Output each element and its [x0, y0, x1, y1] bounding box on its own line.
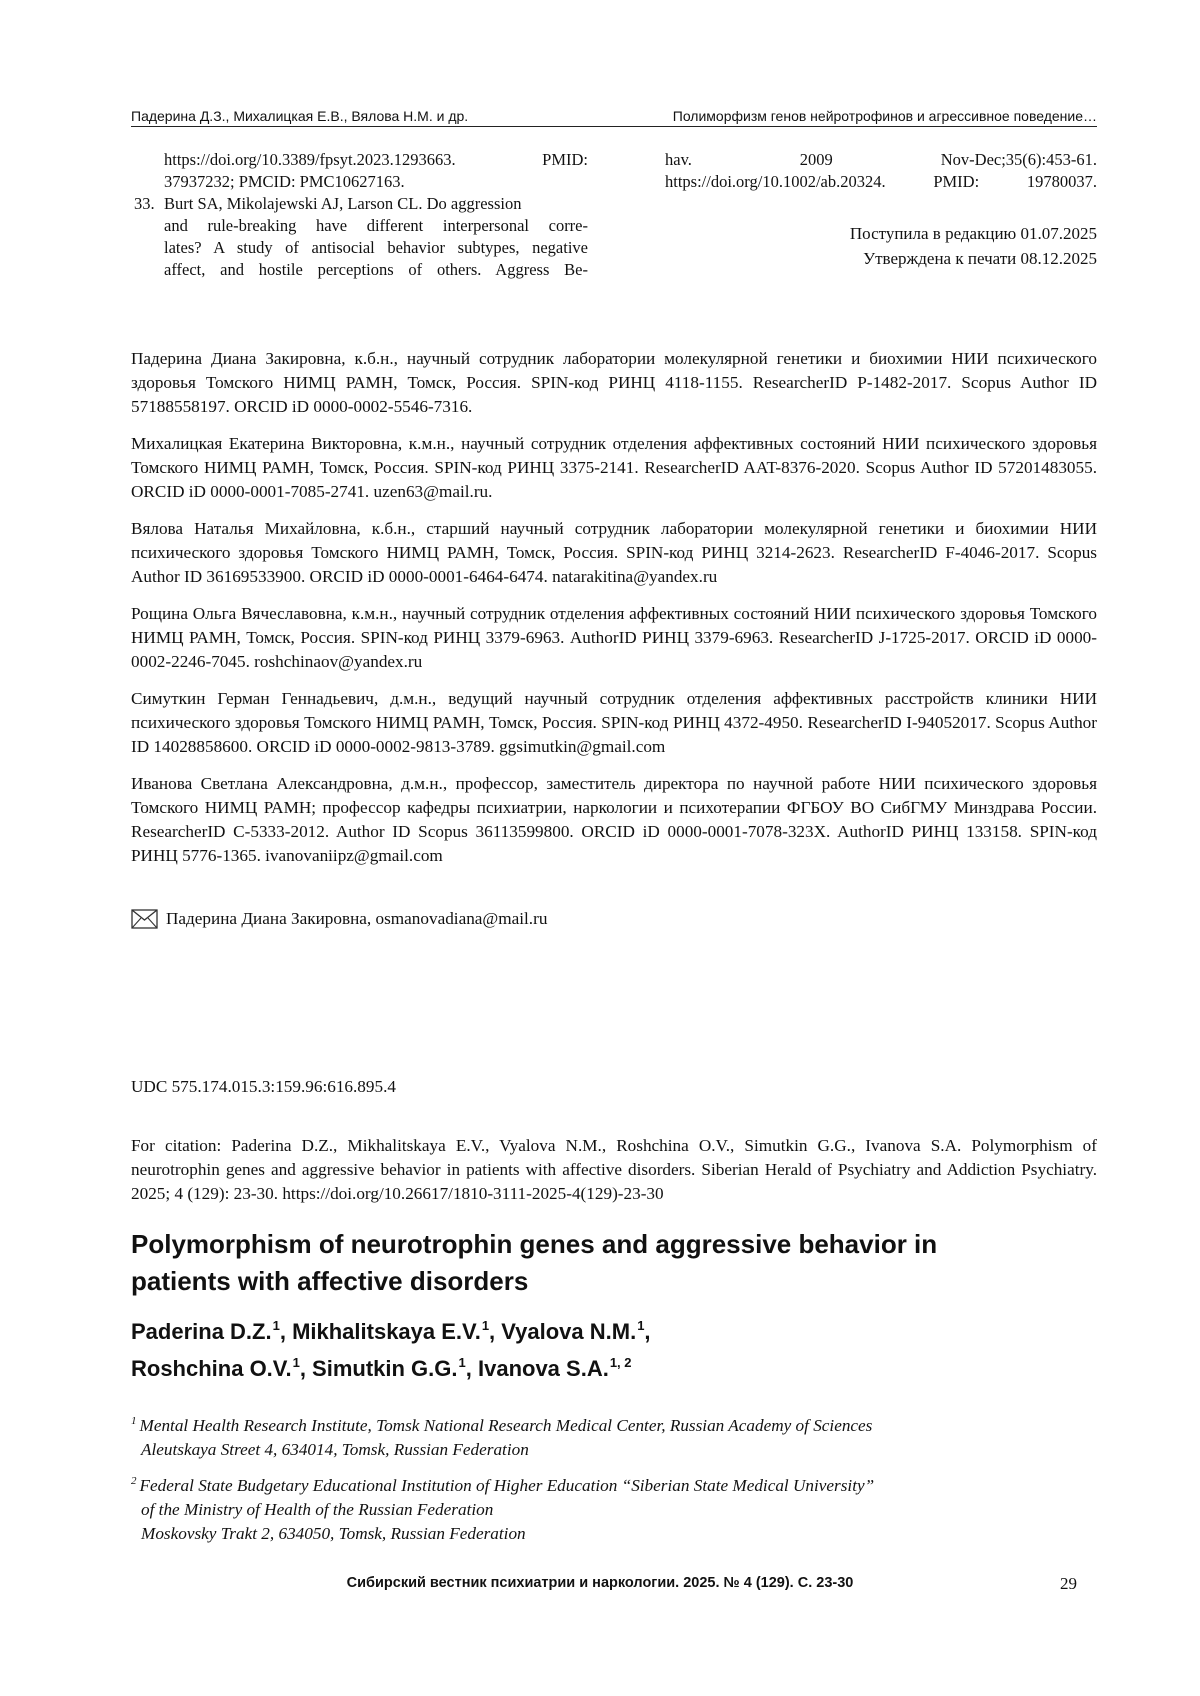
affiliation-2 — [131, 1469, 1031, 1546]
envelope-icon — [131, 909, 158, 929]
reference-33-line: Burt SA, Mikolajewski AJ, Larson CL. Do aggression — [164, 194, 522, 213]
affiliation-address: Moskovsky Trakt 2, 634050, Tomsk, Russian Federation — [141, 1524, 526, 1543]
author-info: Падерина Диана Закировна, к.б.н., научный сотрудник лаборатории молекулярной генетики и биохимии НИИ психического здоровья Томского НИМЦ РАМН, Томск, Россия. SPIN-код РИНЦ 4118-1155. ResearcherID P-1482-2017. Scopus Author ID 57188558197. ORCID iD 0000-0002-5546-7316. — [131, 349, 1097, 416]
reference-32-line: 37937232; PMCID: PMC10627163. — [164, 172, 405, 191]
affiliation-line: Federal State Budgetary Educational Institution of Higher Education “Siberian State Medical University” — [139, 1476, 875, 1495]
correspondence-text: Падерина Диана Закировна, osmanovadiana@mail.ru — [166, 909, 548, 928]
udc-code: UDC 575.174.015.3:159.96:616.895.4 — [131, 1077, 396, 1096]
affiliation-line: of the Ministry of Health of the Russian Federation — [141, 1500, 494, 1519]
affiliation-1 — [131, 1409, 1031, 1462]
affiliation-marker: 1 — [481, 1318, 490, 1333]
affiliation-marker: 1 — [458, 1355, 466, 1370]
author-info: Михалицкая Екатерина Викторовна, к.м.н., научный сотрудник отделения аффективных состояний НИИ психического здоровья Томского НИМЦ РАМН, Томск, Россия. SPIN-код РИНЦ 3375-2141. ResearcherID AAT-8376-2020. Scopus Author ID 57201483055. ORCID iD 0000-0001-7085-2741. uzen63@mail.ru. — [131, 434, 1097, 501]
author-name: Simutkin G.G. — [312, 1356, 458, 1381]
author-info: Иванова Светлана Александровна, д.м.н., профессор, заместитель директора по научной работе НИИ психического здоровья Томского НИМЦ РАМН; профессор кафедры психиатрии, наркологии и психотерапии ФГБОУ ВО СибГМУ Минздрава России. ResearcherID C-5333-2012. Author ID Scopus 36113599800. ORCID iD 0000-0001-7078-323X. AuthorID РИНЦ 133158. SPIN-код РИНЦ 5776-1365. ivanovaniipz@gmail.com — [131, 774, 1097, 865]
affiliation-marker: 1, 2 — [609, 1355, 632, 1370]
running-header-title: Полиморфизм генов нейротрофинов и агрессивное поведение… — [672, 108, 1097, 124]
author-name: Vyalova N.M. — [501, 1319, 637, 1344]
affiliation-marker: 1 — [272, 1318, 280, 1333]
references-left-column — [134, 149, 588, 281]
page-number: 29 — [1060, 1574, 1077, 1593]
citation: For citation: Paderina D.Z., Mikhalitskaya E.V., Vyalova N.M., Roshchina O.V., Simutkin G.G., Ivanova S.A. Polymorphism of neurotrophin genes and aggressive behavior in patients with affective disorders. Siberian Herald of Psychiatry and Addiction Psychiatry. 2025; 4 (129): 23-30. https://doi.org/10.26617/1810-3111-2025-4(129)-23-30 — [131, 1136, 1097, 1203]
author-info-block — [131, 347, 1097, 881]
author-info: Вялова Наталья Михайловна, к.б.н., старший научный сотрудник лаборатории молекулярной генетики и биохимии НИИ психического здоровья Томского НИМЦ РАМН, Томск, Россия. SPIN-код РИНЦ 3214-2623. ResearcherID F-4046-2017. Scopus Author ID 36169533900. ORCID iD 0000-0001-6464-6474. natarakitina@yandex.ru — [131, 519, 1097, 586]
reference-33-line: affect, and hostile perceptions of others. Aggress Be- — [164, 260, 588, 279]
submission-dates — [665, 221, 1097, 271]
affiliation-marker: 1 — [637, 1318, 645, 1333]
journal-footer: Сибирский вестник психиатрии и наркологии. 2025. № 4 (129). С. 23-30 — [346, 1575, 854, 1591]
correspondence — [131, 909, 547, 929]
reference-number: 33. — [134, 194, 155, 213]
english-authors-line-2: Roshchina O.V.$^1$, Simutkin G.G.$^1$, Ivanova S.A.$^{1, 2}$ — [131, 1355, 632, 1381]
english-authors-line-1: Paderina D.Z.$^1$, Mikhalitskaya E.V.$^1$, Vyalova N.M.$^1$, — [131, 1318, 651, 1344]
author-name: Ivanova S.A. — [477, 1356, 609, 1381]
reference-33-doi: https://doi.org/10.1002/ab.20324. PMID: 19780037. — [665, 172, 1097, 191]
author-name: Roshchina O.V. — [131, 1356, 292, 1381]
affiliation-number: 1 — [131, 1415, 137, 1427]
reference-33-line: lates? A study of antisocial behavior subtypes, negative — [164, 238, 588, 257]
received-date: Поступила в редакцию 01.07.2025 — [849, 224, 1097, 243]
accepted-date: Утверждена к печати 08.12.2025 — [863, 249, 1097, 268]
article-title: Polymorphism of neurotrophin genes and aggressive behavior in patients with affective disorders — [131, 1229, 938, 1296]
author-name: Paderina D.Z. — [131, 1319, 272, 1344]
author-info: Симуткин Герман Геннадьевич, д.м.н., ведущий научный сотрудник отделения аффективных расстройств клиники НИИ психического здоровья Томского НИМЦ РАМН, Томск, Россия. SPIN-код РИНЦ 4372-4950. ResearcherID I-94052017. Scopus Author ID 14028858600. ORCID iD 0000-0002-9813-3789. ggsimutkin@gmail.com — [131, 689, 1097, 756]
running-header — [131, 108, 1097, 127]
affiliation-address: Aleutskaya Street 4, 634014, Tomsk, Russian Federation — [141, 1440, 529, 1459]
affiliation-number: 2 — [131, 1475, 137, 1487]
author-name: Mikhalitskaya E.V. — [292, 1319, 481, 1344]
affiliation-line: Mental Health Research Institute, Tomsk National Research Medical Center, Russian Academy of Sciences — [139, 1416, 873, 1435]
reference-32-line: https://doi.org/10.3389/fpsyt.2023.1293663. PMID: — [164, 150, 588, 169]
reference-33-line: and rule-breaking have different interpersonal corre- — [164, 216, 588, 235]
references-right-column — [665, 149, 1097, 193]
reference-33 — [134, 193, 588, 215]
running-header-authors: Падерина Д.З., Михалицкая Е.В., Вялова Н.М. и др. — [131, 108, 469, 124]
author-info: Рощина Ольга Вячеславовна, к.м.н., научный сотрудник отделения аффективных состояний НИИ психического здоровья Томского НИМЦ РАМН, Томск, Россия. SPIN-код РИНЦ 3379-6963. AuthorID РИНЦ 3379-6963. ResearcherID J-1725-2017. ORCID iD 0000-0002-2246-7045. roshchinaov@yandex.ru — [131, 604, 1097, 671]
reference-33-continuation: hav. 2009 Nov-Dec;35(6):453-61. — [665, 150, 1097, 169]
affiliation-marker: 1 — [292, 1355, 300, 1370]
